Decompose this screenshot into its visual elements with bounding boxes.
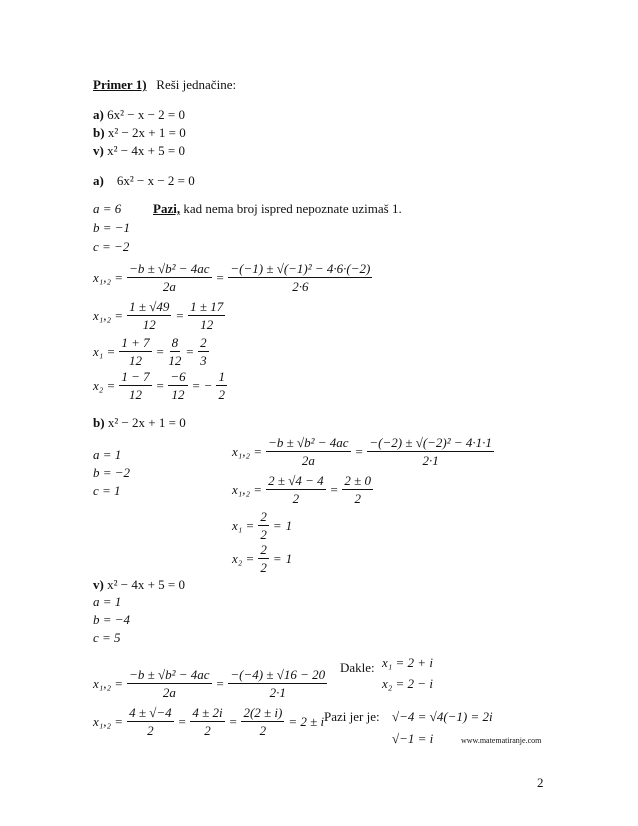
part-a-x2: x₂ = $\frac{1 - 7}{12}$ = $\frac{-6}{12}$ = − $\frac{1}{2}$ xyxy=(93,369,225,402)
substituted-numerator: −(−4) ± √16 − 20 xyxy=(230,667,326,682)
part-v-heading xyxy=(93,578,185,591)
part-equation: x² − 4x + 5 = 0 xyxy=(107,577,185,592)
step2-numerator: 2 ± 0 xyxy=(344,473,372,488)
substituted-formula xyxy=(228,262,372,293)
x1-fraction-1 xyxy=(119,336,151,367)
pazi-identity-2: √−1 = i xyxy=(392,731,434,746)
hint-note xyxy=(153,202,402,215)
coef-a: a = 1 xyxy=(93,594,122,609)
task-equation: x² − 4x + 5 = 0 xyxy=(107,143,185,158)
task-v xyxy=(93,144,185,157)
x2-value: 1 xyxy=(285,551,293,566)
x1-num-3: 2 xyxy=(200,335,207,350)
quadratic-formula xyxy=(266,436,350,467)
part-equation: x² − 2x + 1 = 0 xyxy=(107,415,186,430)
part-b-formula: x₁,₂ = $\frac{\text{−b ± √b² − 4ac}}{2a}$ = $\frac{\text{−(−2) ± √(−2)² − 4·1·1}}{2\cdot 1}$ xyxy=(232,435,492,468)
x2-label: x₂ = xyxy=(232,551,255,566)
part-label: b) xyxy=(93,415,105,430)
x2-den-1: 12 xyxy=(128,387,142,402)
x12-label: x₁,₂ = xyxy=(93,270,124,285)
quadratic-formula xyxy=(127,262,211,293)
x1-fraction xyxy=(258,510,269,541)
x12-label: x₁,₂ = xyxy=(232,444,263,459)
site-url: www.matematiranje.com xyxy=(461,736,542,745)
x1-numerator: 2 xyxy=(260,509,267,524)
x1-value: 1 xyxy=(285,518,293,533)
coef-c: c = −2 xyxy=(93,239,130,254)
coef-a: a = 6 xyxy=(93,201,122,216)
part-a-formula: x₁,₂ = $\frac{\text{−b ± √b² − 4ac}}{2a}$ = $\frac{\text{−(−1) ± √(−1)² − 4·6·(−2)}}{2\cdot 6}$ xyxy=(93,261,371,294)
x2-fraction xyxy=(258,543,269,574)
x12-label: x₁,₂ = xyxy=(93,676,124,691)
x2-num-2: −6 xyxy=(170,369,186,384)
quadratic-formula xyxy=(127,668,211,699)
x12-label: x₁,₂ = xyxy=(232,482,263,497)
task-label: v) xyxy=(93,143,104,158)
x1-fraction-3 xyxy=(198,336,209,367)
step3-denominator: 2 xyxy=(259,723,267,738)
substituted-formula xyxy=(228,668,327,699)
x2-result: x₂ = 2 − i xyxy=(382,676,433,691)
task-b xyxy=(93,126,186,139)
formula-numerator: −b ± √b² − 4ac xyxy=(129,667,210,682)
part-equation: 6x² − x − 2 = 0 xyxy=(116,173,195,188)
step3-fraction xyxy=(241,706,284,737)
pazi-label: Pazi jer je: xyxy=(324,709,380,724)
step-fraction xyxy=(127,706,174,737)
step2-fraction xyxy=(342,474,373,505)
x1-denominator: 2 xyxy=(260,527,267,542)
substituted-denominator: 2·6 xyxy=(292,279,309,294)
x1-num-2: 8 xyxy=(171,335,179,350)
part-label: v) xyxy=(93,577,104,592)
x2-denominator: 2 xyxy=(260,560,267,575)
step2-denominator: 2 xyxy=(204,723,211,738)
substituted-formula xyxy=(367,436,494,467)
x2-numerator: 2 xyxy=(260,542,267,557)
part-label: a) xyxy=(93,173,104,188)
substituted-numerator: −(−1) ± √(−1)² − 4·6·(−2) xyxy=(230,261,371,276)
formula-numerator: −b ± √b² − 4ac xyxy=(268,435,349,450)
part-b-x1: x₁ = $\frac{2}{2}$ = 1 xyxy=(232,509,293,542)
formula-numerator: −b ± √b² − 4ac xyxy=(129,261,210,276)
coef-c: c = 1 xyxy=(93,483,121,498)
step-numerator: 2 ± √4 − 4 xyxy=(268,473,324,488)
x1-label: x₁ = xyxy=(93,344,116,359)
x2-fraction-3 xyxy=(216,370,227,401)
example-label: Primer 1) xyxy=(93,77,147,92)
coef-b: b = −4 xyxy=(93,612,131,627)
task-a xyxy=(93,108,185,121)
part-a-step: x₁,₂ = $\frac{1 \pm √49}{12}$ = $\frac{1 \pm 17}{12}$ xyxy=(93,299,224,332)
formula-denominator: 2a xyxy=(162,279,176,294)
result-value: = 2 ± i xyxy=(288,714,325,729)
x12-label: x₁,₂ = xyxy=(93,308,124,323)
step2-numerator: 1 ± 17 xyxy=(190,299,224,314)
part-v-step: x₁,₂ = $\frac{4 \pm √-4}{2}$ = $\frac{4 \pm 2i}{2}$ = $\frac{2(2 \pm i)}{2}$ = 2 ± i xyxy=(93,705,325,738)
x1-label: x₁ = xyxy=(232,518,255,533)
task-label: b) xyxy=(93,125,105,140)
x1-den-1: 12 xyxy=(128,353,142,368)
substituted-numerator: −(−2) ± √(−2)² − 4·1·1 xyxy=(369,435,492,450)
x2-fraction-1 xyxy=(119,370,151,401)
task-equation: x² − 2x + 1 = 0 xyxy=(107,125,186,140)
hint-label: Pazi, xyxy=(153,201,181,216)
step-numerator: 4 ± √−4 xyxy=(129,705,172,720)
x1-den-2: 12 xyxy=(168,353,182,368)
example-instruction: Reši jednačine: xyxy=(156,77,237,92)
coef-b: b = −1 xyxy=(93,220,131,235)
x12-label: x₁,₂ = xyxy=(93,714,124,729)
formula-denominator: 2a xyxy=(301,453,315,468)
task-equation: 6x² − x − 2 = 0 xyxy=(107,107,185,122)
step-numerator: 1 ± √49 xyxy=(129,299,170,314)
coef-b: b = −2 xyxy=(93,465,131,480)
step2-fraction xyxy=(188,300,225,331)
step2-denominator: 2 xyxy=(354,491,361,506)
part-b-step: x₁,₂ = $\frac{2 \pm √4 - 4}{2}$ = $\frac{2 \pm 0}{2}$ xyxy=(232,473,372,506)
step-denominator: 2 xyxy=(292,491,300,506)
x2-den-3: 2 xyxy=(218,387,225,402)
step3-numerator: 2(2 ± i) xyxy=(243,705,283,720)
x1-den-3: 3 xyxy=(200,353,207,368)
step-fraction xyxy=(266,474,326,505)
part-v-formula: x₁,₂ = $\frac{\text{−b ± √b² − 4ac}}{2a}$ = $\frac{-(-4) \pm √16 - 20}{2\cdot 1}$ xyxy=(93,667,326,700)
part-b-x2: x₂ = $\frac{2}{2}$ = 1 xyxy=(232,542,293,575)
coef-c: c = 5 xyxy=(93,630,121,645)
x2-label: x₂ = xyxy=(93,378,116,393)
formula-denominator: 2a xyxy=(162,685,176,700)
part-a-x1: x₁ = $\frac{1 + 7}{12}$ = $\frac{8}{12}$ = $\frac{2}{3}$ xyxy=(93,335,207,368)
page-number: 2 xyxy=(537,775,544,790)
x2-num-3: 1 xyxy=(218,369,225,384)
step-denominator: 2 xyxy=(147,723,154,738)
x1-result: x₁ = 2 + i xyxy=(382,655,433,670)
example-heading xyxy=(93,78,236,91)
coef-a: a = 1 xyxy=(93,447,122,462)
part-b-heading xyxy=(93,416,186,429)
step2-numerator: 4 ± 2i xyxy=(192,705,223,720)
substituted-denominator: 2·1 xyxy=(269,685,286,700)
step2-denominator: 12 xyxy=(200,317,214,332)
x2-den-2: 12 xyxy=(171,387,185,402)
substituted-denominator: 2·1 xyxy=(422,453,439,468)
dakle-label: Dakle: xyxy=(340,660,375,675)
x2-num-1: 1 − 7 xyxy=(121,369,150,384)
pazi-identity-1: √−4 = √4(−1) = 2i xyxy=(392,709,493,724)
part-a-heading xyxy=(93,174,195,187)
x2-fraction-2 xyxy=(168,370,187,401)
x1-fraction-2 xyxy=(168,336,181,367)
hint-text: kad nema broj ispred nepoznate uzimaš 1. xyxy=(183,201,402,216)
step2-fraction xyxy=(190,706,224,737)
task-label: a) xyxy=(93,107,104,122)
step-denominator: 12 xyxy=(142,317,156,332)
x1-num-1: 1 + 7 xyxy=(121,335,150,350)
step-fraction xyxy=(127,300,171,331)
